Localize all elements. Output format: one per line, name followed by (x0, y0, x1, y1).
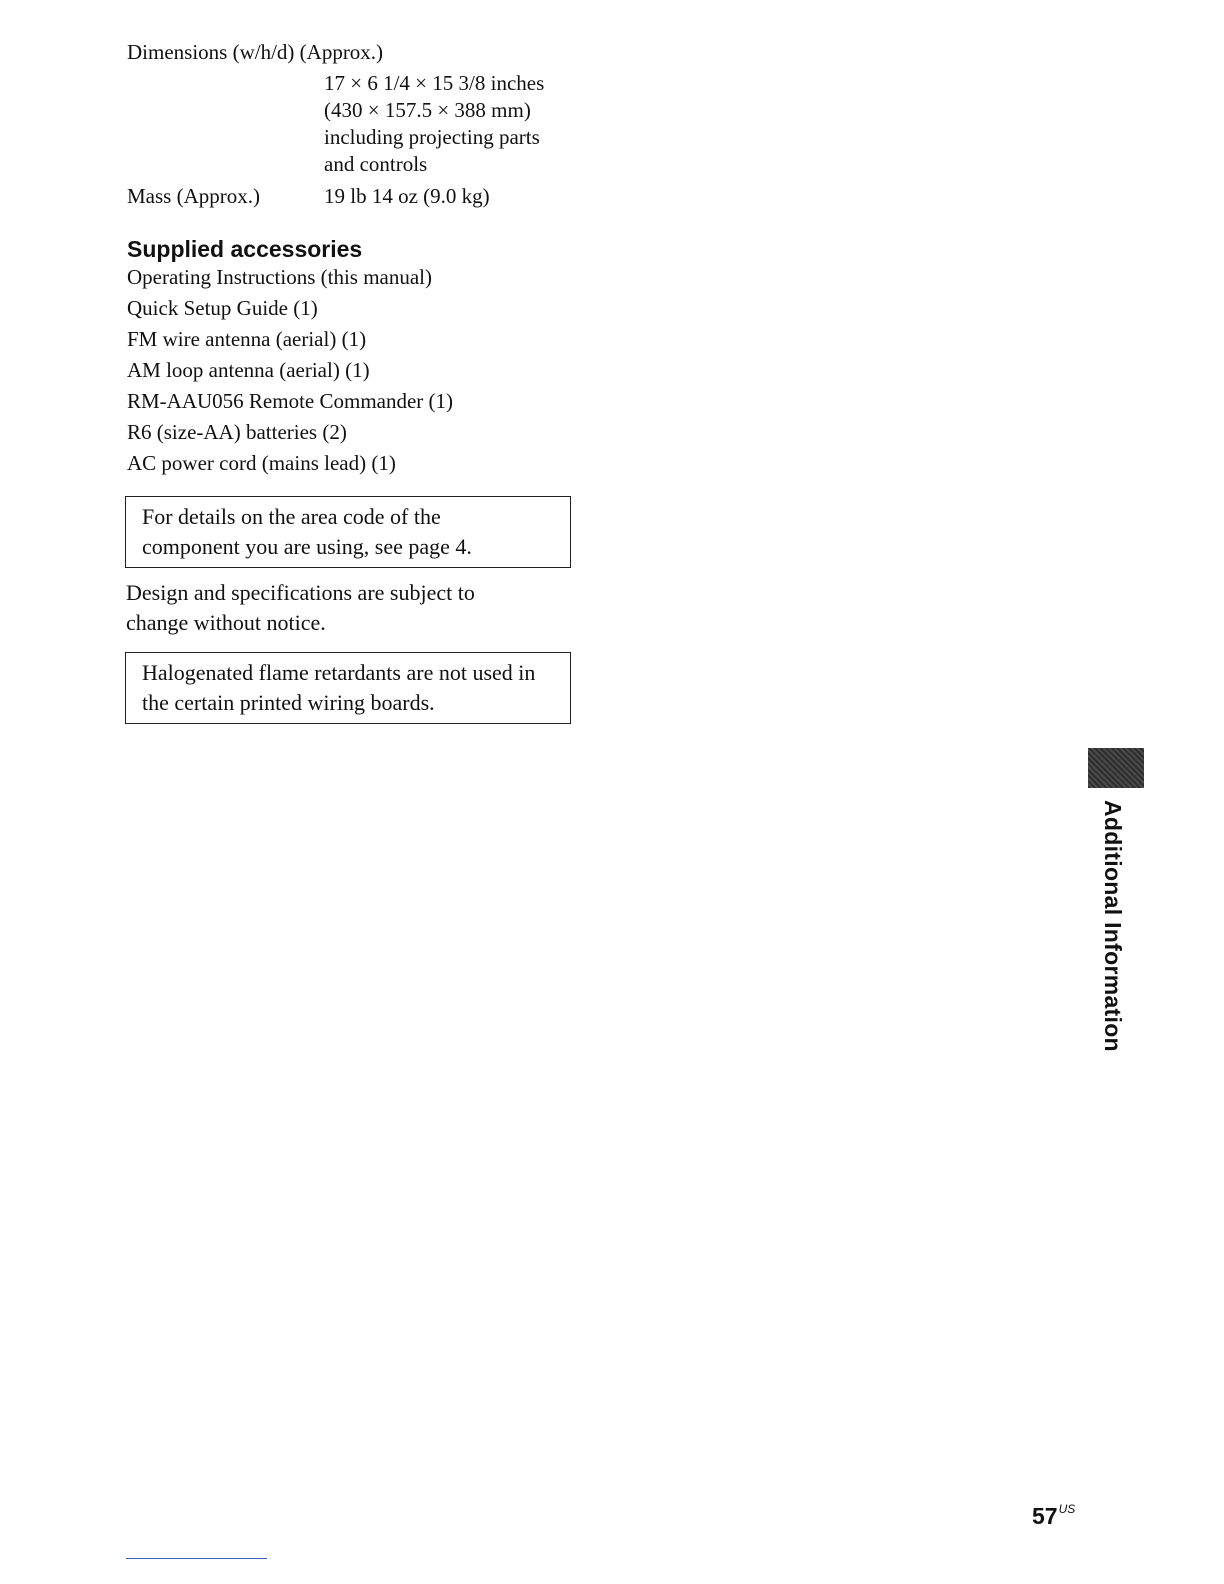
design-specifications-note (126, 578, 475, 638)
mass-value: 19 lb 14 oz (9.0 kg) (324, 184, 490, 208)
note-line: change without notice. (126, 610, 326, 635)
accessory-item: FM wire antenna (aerial) (1) (127, 327, 367, 351)
dimensions-label: Dimensions (w/h/d) (Approx.) (127, 40, 384, 64)
dimensions-line: including projecting parts (324, 125, 540, 149)
accessory-item: AM loop antenna (aerial) (1) (127, 358, 370, 382)
page-number-suffix: US (1058, 1502, 1076, 1516)
dimensions-line: (430 × 157.5 × 388 mm) (324, 98, 531, 122)
section-tab-label: Additional Information (1100, 800, 1126, 1052)
note-line: the certain printed wiring boards. (142, 690, 435, 715)
area-code-note-box (125, 496, 571, 568)
dimensions-line: 17 × 6 1/4 × 15 3/8 inches (324, 71, 545, 95)
accessory-item: Quick Setup Guide (1) (127, 296, 318, 320)
accessory-item: RM-AAU056 Remote Commander (1) (127, 389, 454, 413)
page-number (1032, 1503, 1075, 1530)
note-line: component you are using, see page 4. (142, 534, 472, 559)
note-line: Halogenated flame retardants are not used in (142, 660, 536, 685)
dimensions-values (324, 70, 544, 178)
accessory-item: R6 (size-AA) batteries (2) (127, 420, 347, 444)
supplied-accessories-heading: Supplied accessories (127, 236, 363, 262)
dimensions-line: and controls (324, 152, 428, 176)
halogen-note-box (125, 652, 571, 724)
accessory-list (127, 262, 453, 479)
note-line: For details on the area code of the (142, 504, 441, 529)
page-number-value: 57 (1032, 1503, 1058, 1529)
mass-label: Mass (Approx.) (127, 184, 260, 208)
section-tab-marker (1088, 748, 1144, 788)
note-line: Design and specifications are subject to (126, 580, 475, 605)
accessory-item: Operating Instructions (this manual) (127, 265, 433, 289)
footer-divider (126, 1558, 267, 1559)
accessory-item: AC power cord (mains lead) (1) (127, 451, 396, 475)
